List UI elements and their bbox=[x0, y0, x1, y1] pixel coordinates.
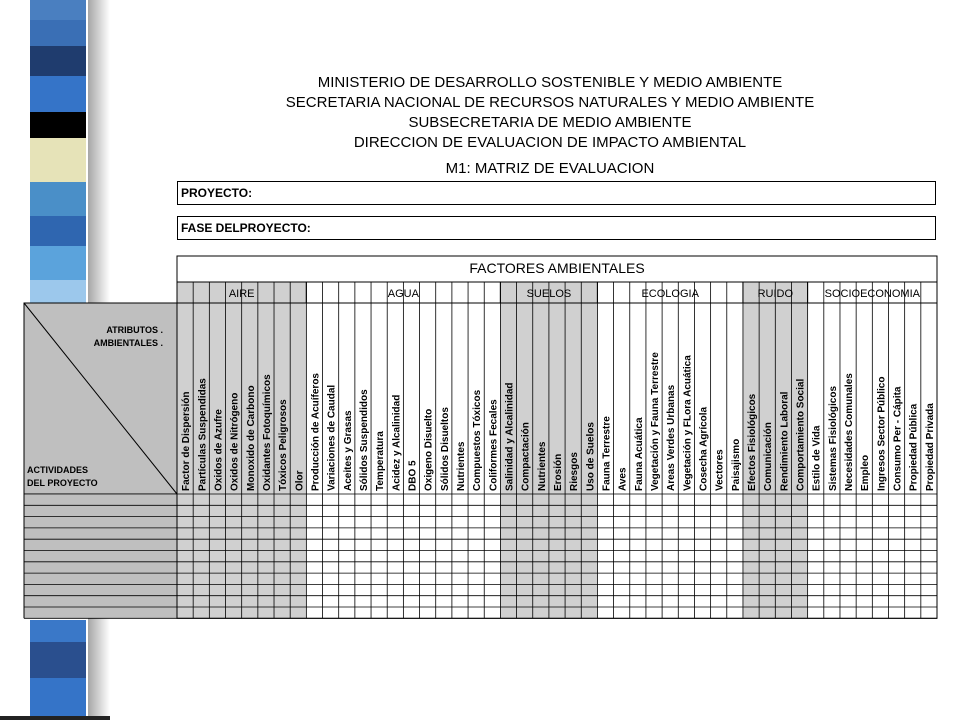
factor-column-label: Vegetación y Fauna Terrestre bbox=[650, 352, 662, 491]
factor-column-label: Producción de Acuíferos bbox=[310, 373, 322, 491]
factor-column-label: Compactación bbox=[520, 422, 532, 491]
actividades-label: ACTIVIDADES bbox=[27, 465, 89, 475]
actividades-label: DEL PROYECTO bbox=[27, 478, 98, 488]
subsecretariat-heading: SUBSECRETARIA DE MEDIO AMBIENTE bbox=[408, 114, 692, 131]
factor-column-label: Nutrientes bbox=[455, 441, 467, 491]
factor-column-label: Temperatura bbox=[375, 431, 387, 491]
page-title: M1: MATRIZ DE EVALUACION bbox=[445, 160, 655, 177]
group-label-agua: AGUA bbox=[387, 288, 419, 300]
factor-column-label: Fauna Terrestre bbox=[601, 416, 613, 491]
factor-column-label: Nutrientes bbox=[536, 441, 548, 491]
atributos-label: ATRIBUTOS . bbox=[106, 325, 163, 335]
factor-column-label: Estilo de Vida bbox=[811, 425, 823, 491]
factor-column-label: Coliformes Fecales bbox=[488, 399, 500, 491]
factor-column-label: Efectos Fisiológicos bbox=[747, 393, 759, 491]
factor-column-label: Fauna Acuática bbox=[633, 417, 645, 491]
factor-column-label: Oxidos de Azufre bbox=[213, 409, 225, 491]
ministry-heading: MINISTERIO DE DESARROLLO SOSTENIBLE Y MEDIO AMBIENTE bbox=[317, 74, 783, 91]
factor-column-label: Consumo Per - Cápita bbox=[892, 386, 904, 491]
shaded-column bbox=[549, 282, 565, 618]
factor-column-label: Monoxido de Carbono bbox=[245, 385, 257, 491]
factor-column-label: Variaciones de Caudal bbox=[326, 384, 338, 491]
factores-title: FACTORES AMBIENTALES bbox=[469, 260, 645, 276]
factor-column-label: Partículas Suspendidas bbox=[197, 378, 209, 491]
factor-column-label: Comunicación bbox=[763, 422, 775, 491]
factor-column-label: Cosecha Agrícola bbox=[698, 406, 710, 491]
factor-column-label: Olor bbox=[294, 470, 306, 491]
factor-column-label: DBO 5 bbox=[407, 460, 419, 491]
factor-column-label: Comportamiento Social bbox=[795, 378, 807, 491]
factor-column-label: Propiedad Pública bbox=[908, 403, 920, 491]
factor-column-label: Oxigeno Disuelto bbox=[423, 408, 435, 491]
group-label-aire: AIRE bbox=[228, 288, 255, 300]
factor-column-label: Necesidades Comunales bbox=[844, 373, 856, 491]
fase-proyecto-label: FASE DELPROYECTO: bbox=[181, 221, 311, 235]
group-label-ruido: RUIDO bbox=[757, 288, 794, 300]
group-label-suelos: SUELOS bbox=[526, 288, 572, 300]
factor-column-label: Oxidantes Fotoquímicos bbox=[261, 374, 273, 491]
factor-column-label: Factor de Dispersión bbox=[181, 391, 193, 491]
shaded-column bbox=[290, 282, 306, 618]
factor-column-label: Oxidos de Nitrógeno bbox=[229, 392, 241, 491]
factor-column-label: Sólidos Suspendidos bbox=[358, 389, 370, 491]
factor-column-label: Paisajismo bbox=[730, 438, 742, 491]
factor-column-label: Acidez y Alcalinidad bbox=[391, 394, 403, 491]
factor-column-label: Vegetación y FLora Acuática bbox=[682, 355, 694, 491]
proyecto-label: PROYECTO: bbox=[181, 186, 253, 200]
factor-column-label: Propiedad Privada bbox=[924, 403, 936, 491]
factor-column-label: Rendimiento Laboral bbox=[779, 391, 791, 491]
factor-column-label: Sólidos Disueltos bbox=[439, 407, 451, 491]
secretariat-heading: SECRETARIA NACIONAL DE RECURSOS NATURALES Y MEDIO AMBIENTE bbox=[285, 94, 815, 111]
factor-column-label: Aceites y Grasas bbox=[342, 410, 354, 491]
factor-column-label: Compuestos Tóxicos bbox=[472, 389, 484, 491]
factor-column-label: Tóxicos Peligrosos bbox=[278, 399, 290, 491]
factor-column-label: Uso de Suelos bbox=[585, 422, 597, 491]
factor-column-label: Areas Verdes Urbanas bbox=[666, 384, 678, 491]
factor-column-label: Ingresos Sector Público bbox=[876, 376, 888, 491]
factor-column-label: Riesgos bbox=[569, 452, 581, 491]
factor-column-label: Vectores bbox=[714, 449, 726, 491]
factor-column-label: Sistemas Fisiológicos bbox=[827, 385, 839, 491]
activity-label-area bbox=[24, 494, 177, 618]
factor-column-label: Empleo bbox=[860, 454, 872, 491]
group-label-socioeconomia: SOCIOECONOMIA bbox=[824, 288, 920, 300]
shaded-column bbox=[565, 282, 581, 618]
group-label-ecologia: ECOLOGIA bbox=[641, 288, 699, 300]
factor-column-label: Salinidad y Alcalinidad bbox=[504, 382, 516, 491]
factor-column-label: Aves bbox=[617, 467, 629, 491]
atributos-label: AMBIENTALES . bbox=[93, 338, 163, 348]
direction-heading: DIRECCION DE EVALUACION DE IMPACTO AMBIENTAL bbox=[353, 134, 747, 151]
factor-column-label: Erosión bbox=[553, 453, 564, 491]
